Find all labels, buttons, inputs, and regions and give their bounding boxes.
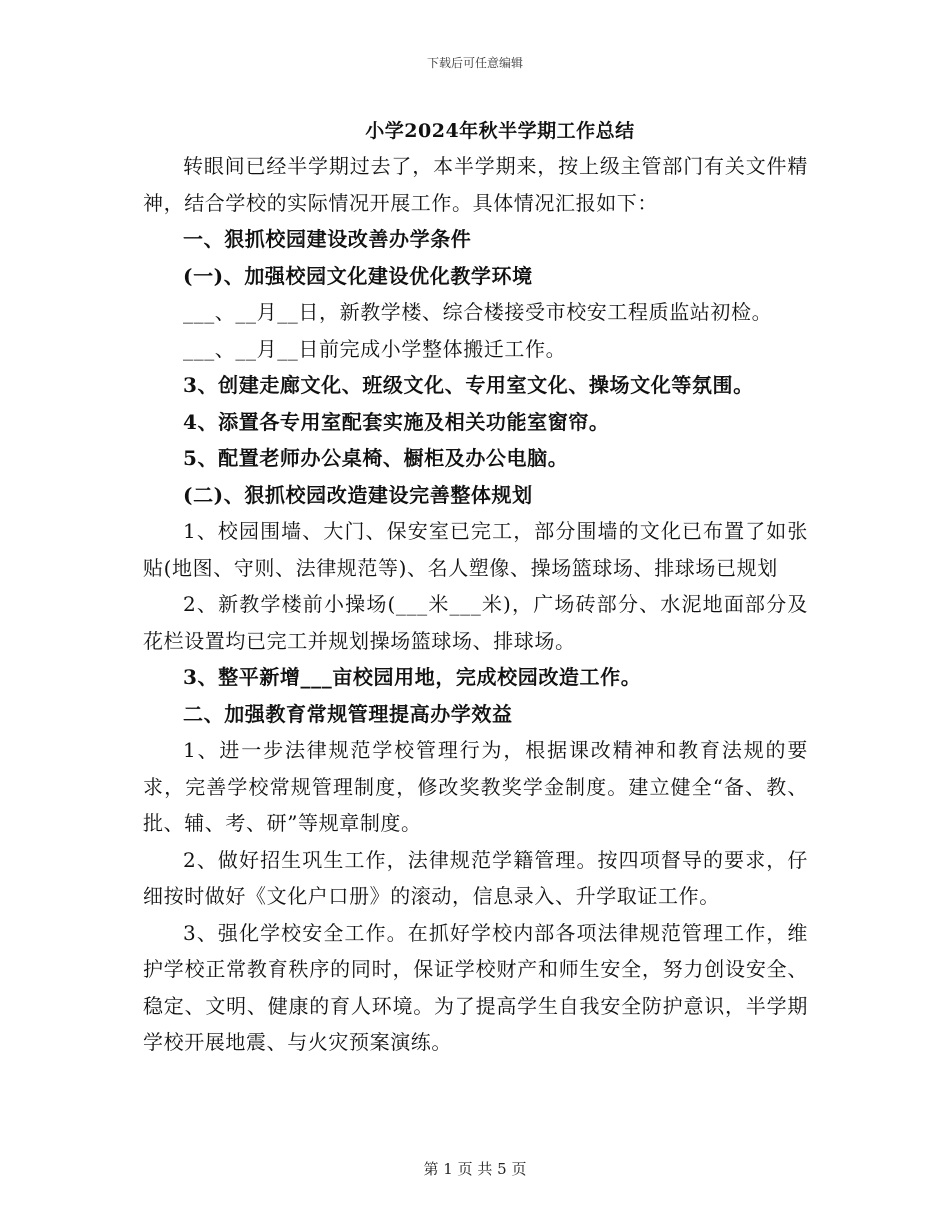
paragraph-item: ___、__月__日前完成小学整体搬迁工作。 <box>183 336 567 361</box>
paragraph-intro: 转眼间已经半学期过去了，本半学期来，按上级主管部门有关文件精神，结合学校的实际情况开展工作。具体情况汇报如下： <box>143 154 808 215</box>
paragraph-item: 2、做好招生巩生工作，法律规范学籍管理。按四项督导的要求，仔细按时做好《文化户口册》的滚动，信息录入、升学取证工作。 <box>143 847 808 908</box>
document-title: 小学2024年秋半学期工作总结 <box>365 120 635 142</box>
page-number: 第 1 页 共 5 页 <box>423 1160 527 1178</box>
paragraph-item: 3、强化学校安全工作。在抓好学校内部各项法律规范管理工作，维护学校正常教育秩序的同时，保证学校财产和师生安全，努力创设安全、稳定、文明、健康的育人环境。为了提高学生自我安全防护意识，半学期学校开展地震、与火灾预案演练。 <box>143 920 808 1054</box>
subsection-heading-1: (一)、加强校园文化建设优化教学环境 <box>183 263 533 288</box>
paragraph-item: ___、__月__日，新教学楼、综合楼接受市校安工程质监站初检。 <box>183 300 773 324</box>
section-heading-1: 一、狠抓校园建设改善办学条件 <box>183 227 472 251</box>
document-body <box>143 148 808 1061</box>
paragraph-item: 4、添置各专用室配套实施及相关功能室窗帘。 <box>183 409 610 434</box>
paragraph-item: 1、进一步法律规范学校管理行为，根据课改精神和教育法规的要求，完善学校常规管理制度，修改奖教奖学金制度。建立健全“备、教、批、辅、考、研”等规章制度。 <box>143 738 808 835</box>
header-note: 下载后可任意编辑 <box>426 56 523 70</box>
paragraph-item: 3、整平新增___亩校园用地，完成校园改造工作。 <box>183 665 642 689</box>
paragraph-item: 5、配置老师办公桌椅、橱柜及办公电脑。 <box>183 446 569 470</box>
subsection-heading-2: (二)、狠抓校园改造建设完善整体规划 <box>183 482 533 507</box>
paragraph-item: 3、创建走廊文化、班级文化、专用室文化、操场文化等氛围。 <box>183 373 754 397</box>
section-heading-2: 二、加强教育常规管理提高办学效益 <box>183 701 513 726</box>
paragraph-item: 1、校园围墙、大门、保安室已完工，部分围墙的文化已布置了如张贴(地图、守则、法律规范等)、名人塑像、操场篮球场、排球场已规划 <box>143 519 808 580</box>
paragraph-item: 2、新教学楼前小操场(___米___米)，广场砖部分、水泥地面部分及花栏设置均已完工并规划操场篮球场、排球场。 <box>143 592 808 653</box>
